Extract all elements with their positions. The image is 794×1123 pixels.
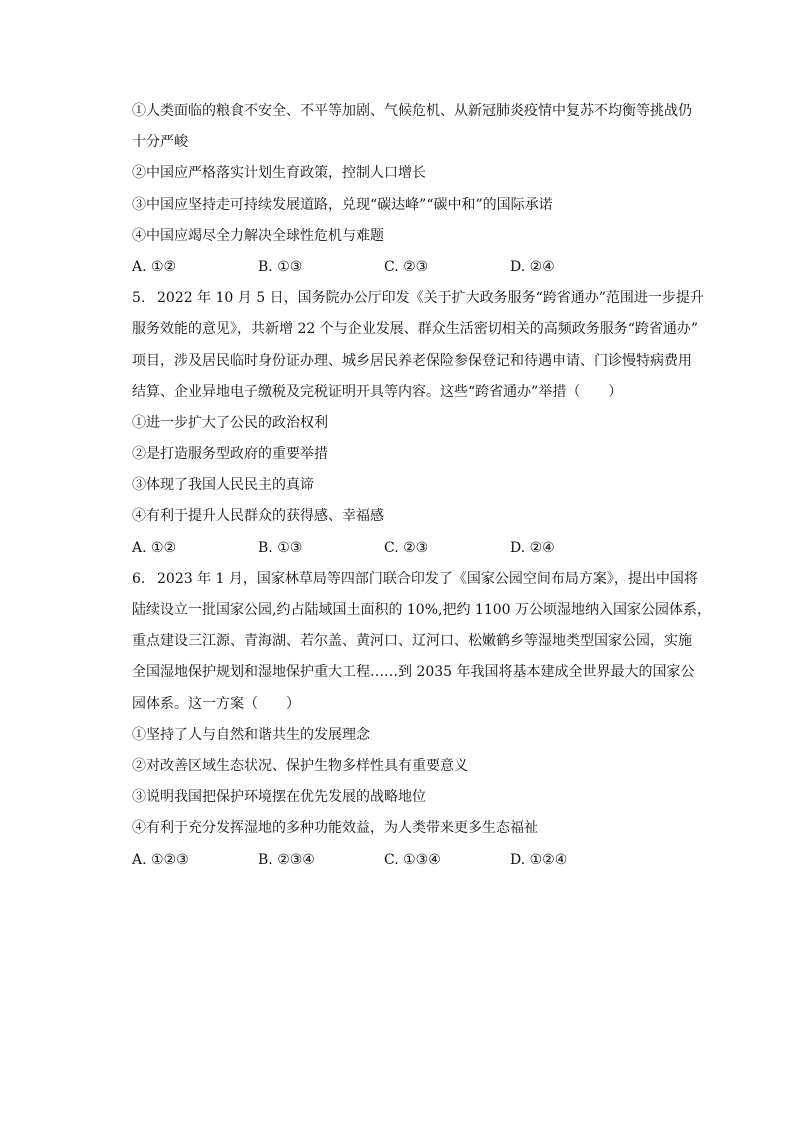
- statement-4: ④中国应竭尽全力解决全球性危机与难题: [132, 227, 384, 244]
- option-c[interactable]: C. ①③④: [384, 851, 441, 868]
- statement-3: ③说明我国把保护环境摆在优先发展的战略地位: [132, 789, 426, 806]
- question-4: [132, 96, 692, 283]
- statement-3: ③体现了我国人民民主的真谛: [132, 477, 314, 494]
- option-a[interactable]: A. ①②: [132, 258, 177, 275]
- question-stem-line: 结算、企业异地电子缴税及完税证明开具等内容。这些“跨省通办”举措（ ）: [132, 383, 623, 400]
- option-b[interactable]: B. ①③: [258, 539, 303, 556]
- question-content: [132, 96, 711, 876]
- option-c[interactable]: C. ②③: [384, 539, 429, 556]
- question-number: 5.: [132, 290, 146, 307]
- answer-options: [132, 252, 692, 283]
- question-stem-line: 园体系。这一方案（ ）: [132, 695, 300, 712]
- question-stem-line: 服务效能的意见》，共新增 22 个与企业发展、群众生活密切相关的高频政务服务“跨省通办”: [132, 321, 699, 338]
- answer-options: [132, 845, 692, 876]
- stem-text: 2022 年 10 月 5 日，国务院办公厅印发《关于扩大政务服务“跨省通办”范围进一步提升: [157, 290, 704, 307]
- question-5: [132, 283, 704, 564]
- option-d[interactable]: D. ②④: [510, 539, 555, 556]
- option-b[interactable]: B. ②③④: [258, 851, 315, 868]
- statement-4: ④有利于提升人民群众的获得感、幸福感: [132, 508, 384, 525]
- question-stem-line: 重点建设三江源、青海湖、若尔盖、黄河口、辽河口、松嫩鹤乡等湿地类型国家公园，实施: [132, 633, 692, 650]
- question-stem-line: 陆续设立一批国家公园,约占陆域国土面积的 10%,把约 1100 万公顷湿地纳入国家公园体系，: [132, 602, 711, 618]
- question-6: [132, 564, 711, 876]
- statement-2: ②是打造服务型政府的重要举措: [132, 446, 328, 463]
- option-d[interactable]: D. ①②④: [510, 851, 568, 868]
- statement-4: ④有利于充分发挥湿地的多种功能效益，为人类带来更多生态福祉: [132, 820, 538, 837]
- question-number: 6.: [132, 570, 146, 587]
- statement-1: ①进一步扩大了公民的政治权利: [132, 414, 328, 431]
- statement-1-line-2: 十分严峻: [132, 134, 188, 151]
- option-d[interactable]: D. ②④: [510, 258, 555, 275]
- question-stem-line: [132, 283, 704, 314]
- stem-text: 2023 年 1 月，国家林草局等四部门联合印发了《国家公园空间布局方案》，提出中国将: [157, 570, 698, 587]
- question-stem-line: [132, 564, 698, 595]
- option-c[interactable]: C. ②③: [384, 258, 429, 275]
- statement-2: ②对改善区域生态状况、保护生物多样性具有重要意义: [132, 757, 468, 774]
- statement-3: ③中国应坚持走可持续发展道路，兑现“碳达峰”“碳中和”的国际承诺: [132, 196, 553, 213]
- question-stem-line: 全国湿地保护规划和湿地保护重大工程……到 2035 年我国将基本建成全世界最大的国家公: [132, 664, 695, 681]
- statement-1-line-1: ①人类面临的粮食不安全、不平等加剧、气候危机、从新冠肺炎疫情中复苏不均衡等挑战仍: [132, 103, 692, 119]
- statement-1: ①坚持了人与自然和谐共生的发展理念: [132, 726, 370, 743]
- option-a[interactable]: A. ①②: [132, 539, 177, 556]
- option-b[interactable]: B. ①③: [258, 258, 303, 275]
- option-a[interactable]: A. ①②③: [132, 851, 189, 868]
- statement-2: ②中国应严格落实计划生育政策，控制人口增长: [132, 165, 426, 182]
- answer-options: [132, 533, 692, 564]
- question-stem-line: 项目，涉及居民临时身份证办理、城乡居民养老保险参保登记和待遇申请、门诊慢特病费用: [132, 352, 692, 369]
